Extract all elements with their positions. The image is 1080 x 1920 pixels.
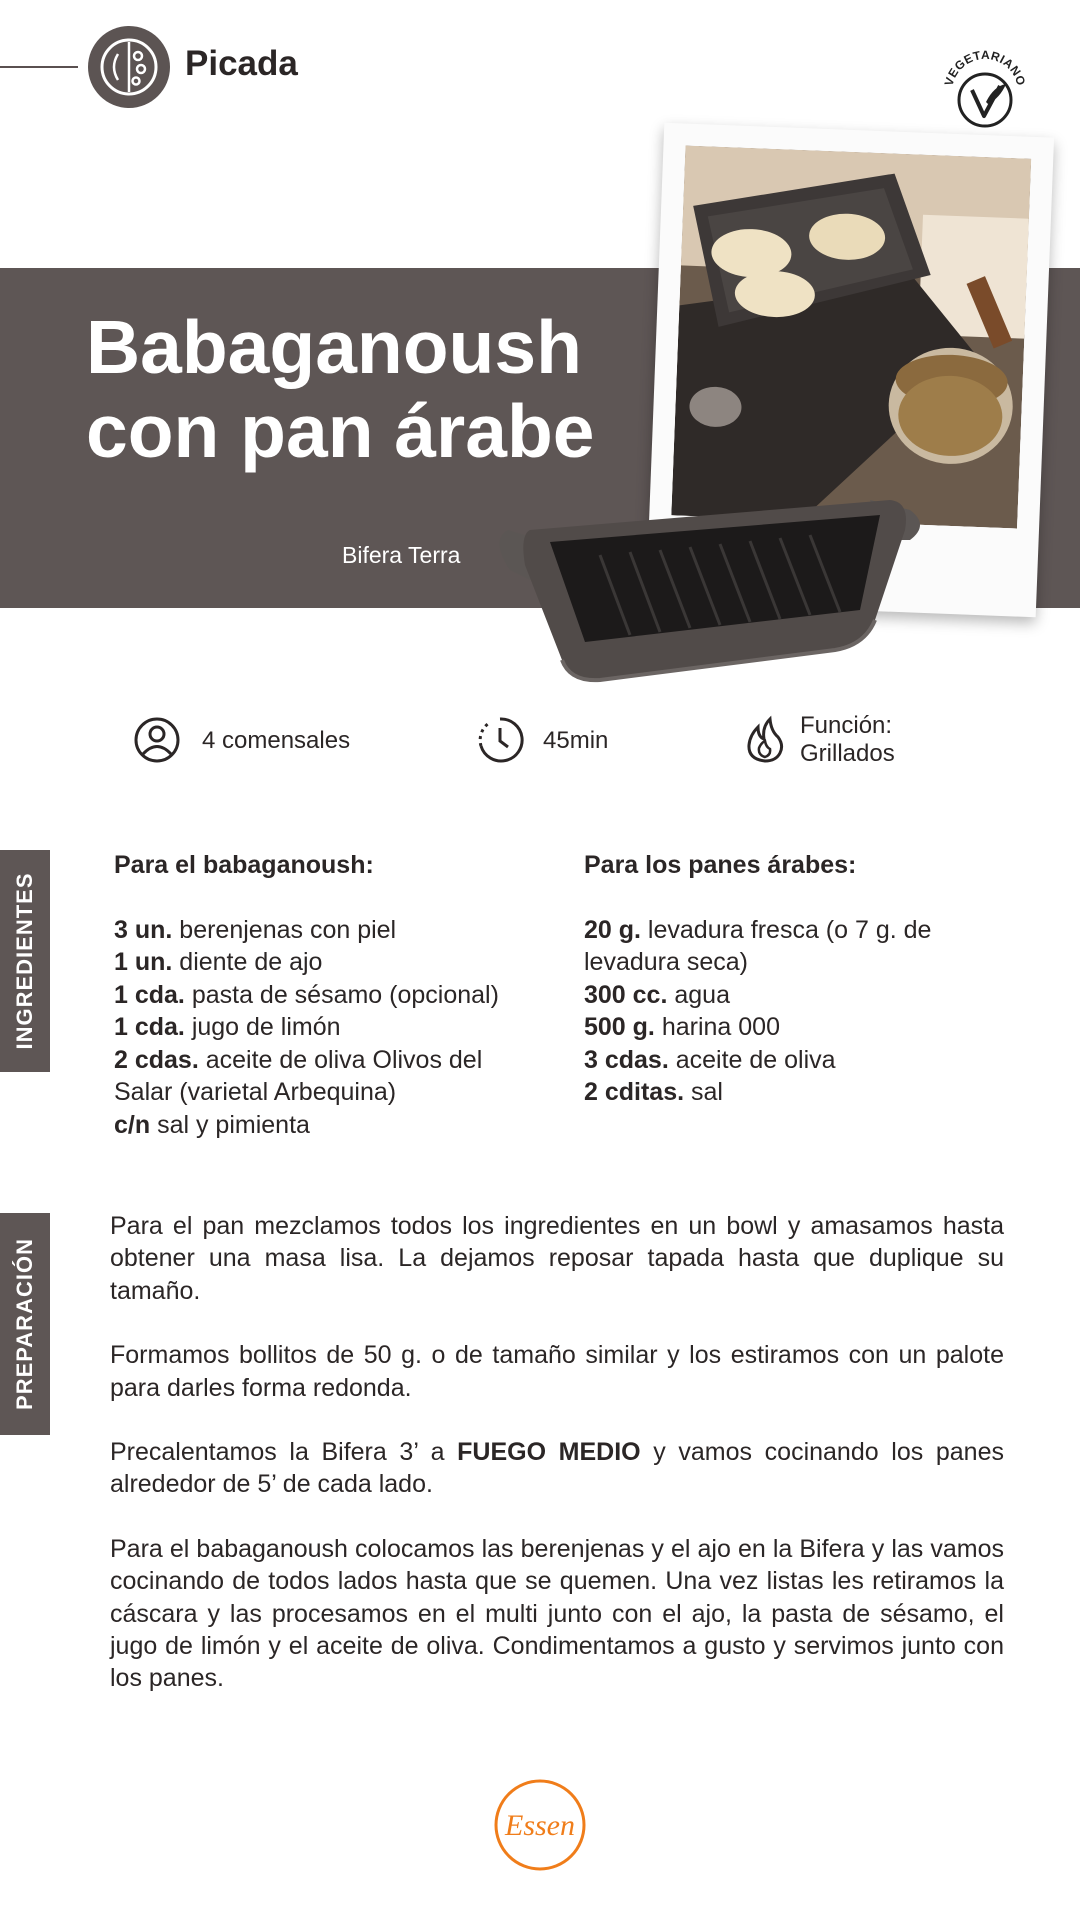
servings-text: 4 comensales: [202, 727, 351, 754]
list-item: 300 cc. agua: [584, 980, 730, 1009]
list-item: 2 cditas. sal: [584, 1078, 723, 1106]
essen-logo: [490, 1775, 590, 1875]
category-badge: [88, 26, 170, 108]
ingredient-list: [584, 914, 964, 1109]
preparation-step: Precalentamos la Bifera 3’ a FUEGO MEDIO y vamos cocinando los panes alrededor de 5’ de cada lado.: [110, 1438, 1004, 1499]
function-value: Grillados: [800, 740, 895, 767]
preparation-step: Para el babaganoush colocamos las berenjenas y el ajo en la Bifera y las vamos cocinando de todos lados hasta que se quemen. Una vez listas les retiramos la cáscara y las procesamos en el multi junto con el ajo, la pasta de sésamo, el jugo de limón y el aceite de oliva. Condimentamos a gusto y servimos junto con los panes.: [110, 1534, 1004, 1693]
list-item: 1 cda. pasta de sésamo (opcional): [114, 980, 499, 1009]
ingredients-panes: [584, 849, 964, 1109]
list-item: 1 un. diente de ajo: [114, 948, 323, 976]
brand-text: Essen: [505, 1809, 575, 1842]
ingredient-list: [114, 914, 544, 1142]
preparation-step: Formamos bollitos de 50 g. o de tamaño similar y los estiramos con un palote para darles forma redonda.: [110, 1341, 1004, 1402]
preparation-step: Para el pan mezclamos todos los ingredientes en un bowl y amasamos hasta obtener una masa lisa. La dejamos reposar tapada hasta que duplique su tamaño.: [110, 1212, 1004, 1305]
bifera-pan-image: [490, 470, 930, 690]
recipe-title: [86, 305, 646, 473]
list-item: 3 cdas. aceite de oliva: [584, 1045, 836, 1074]
list-item: 1 cda. jugo de limón: [114, 1013, 341, 1041]
list-item: 20 g. levadura fresca (o 7 g. de levadura seca): [584, 915, 932, 976]
time-text: 45min: [543, 727, 609, 754]
recipe-title-line1: Babaganoush: [86, 305, 582, 389]
list-item: 3 un. berenjenas con piel: [114, 915, 397, 944]
ingredients-tab: [0, 850, 50, 1072]
vegetarian-leaf-icon: [940, 42, 1030, 132]
preparation-steps: [110, 1210, 1004, 1727]
list-item: 2 cdas. aceite de oliva Olivos del Salar (varietal Arbequina): [114, 1045, 483, 1106]
category-label: Picada: [185, 44, 298, 83]
ingredients-babaganoush: [114, 849, 544, 1141]
function-label: Función:: [800, 712, 893, 739]
vegetarian-badge-text: VEGETARIANO: [941, 47, 1029, 88]
bowl-icon: [88, 26, 170, 108]
ingredients-panes-title: Para los panes árabes:: [584, 851, 857, 879]
clock-icon: [475, 715, 525, 765]
preparation-tab: [0, 1213, 50, 1435]
product-name: Bifera Terra: [342, 542, 461, 568]
function-info: [800, 712, 895, 768]
flame-icon: [740, 715, 790, 765]
ingredients-tab-label: INGREDIENTES: [12, 872, 37, 1050]
preparation-tab-label: PREPARACIÓN: [12, 1238, 37, 1410]
list-item: c/n sal y pimienta: [114, 1110, 310, 1139]
svg-text:VEGETARIANO: [942, 48, 1029, 88]
recipe-title-line2: con pan árabe: [86, 389, 595, 473]
list-item: 500 g. harina 000: [584, 1013, 780, 1041]
user-icon: [132, 715, 182, 765]
header-rule: [0, 66, 78, 68]
ingredients-babaganoush-title: Para el babaganoush:: [114, 851, 374, 879]
